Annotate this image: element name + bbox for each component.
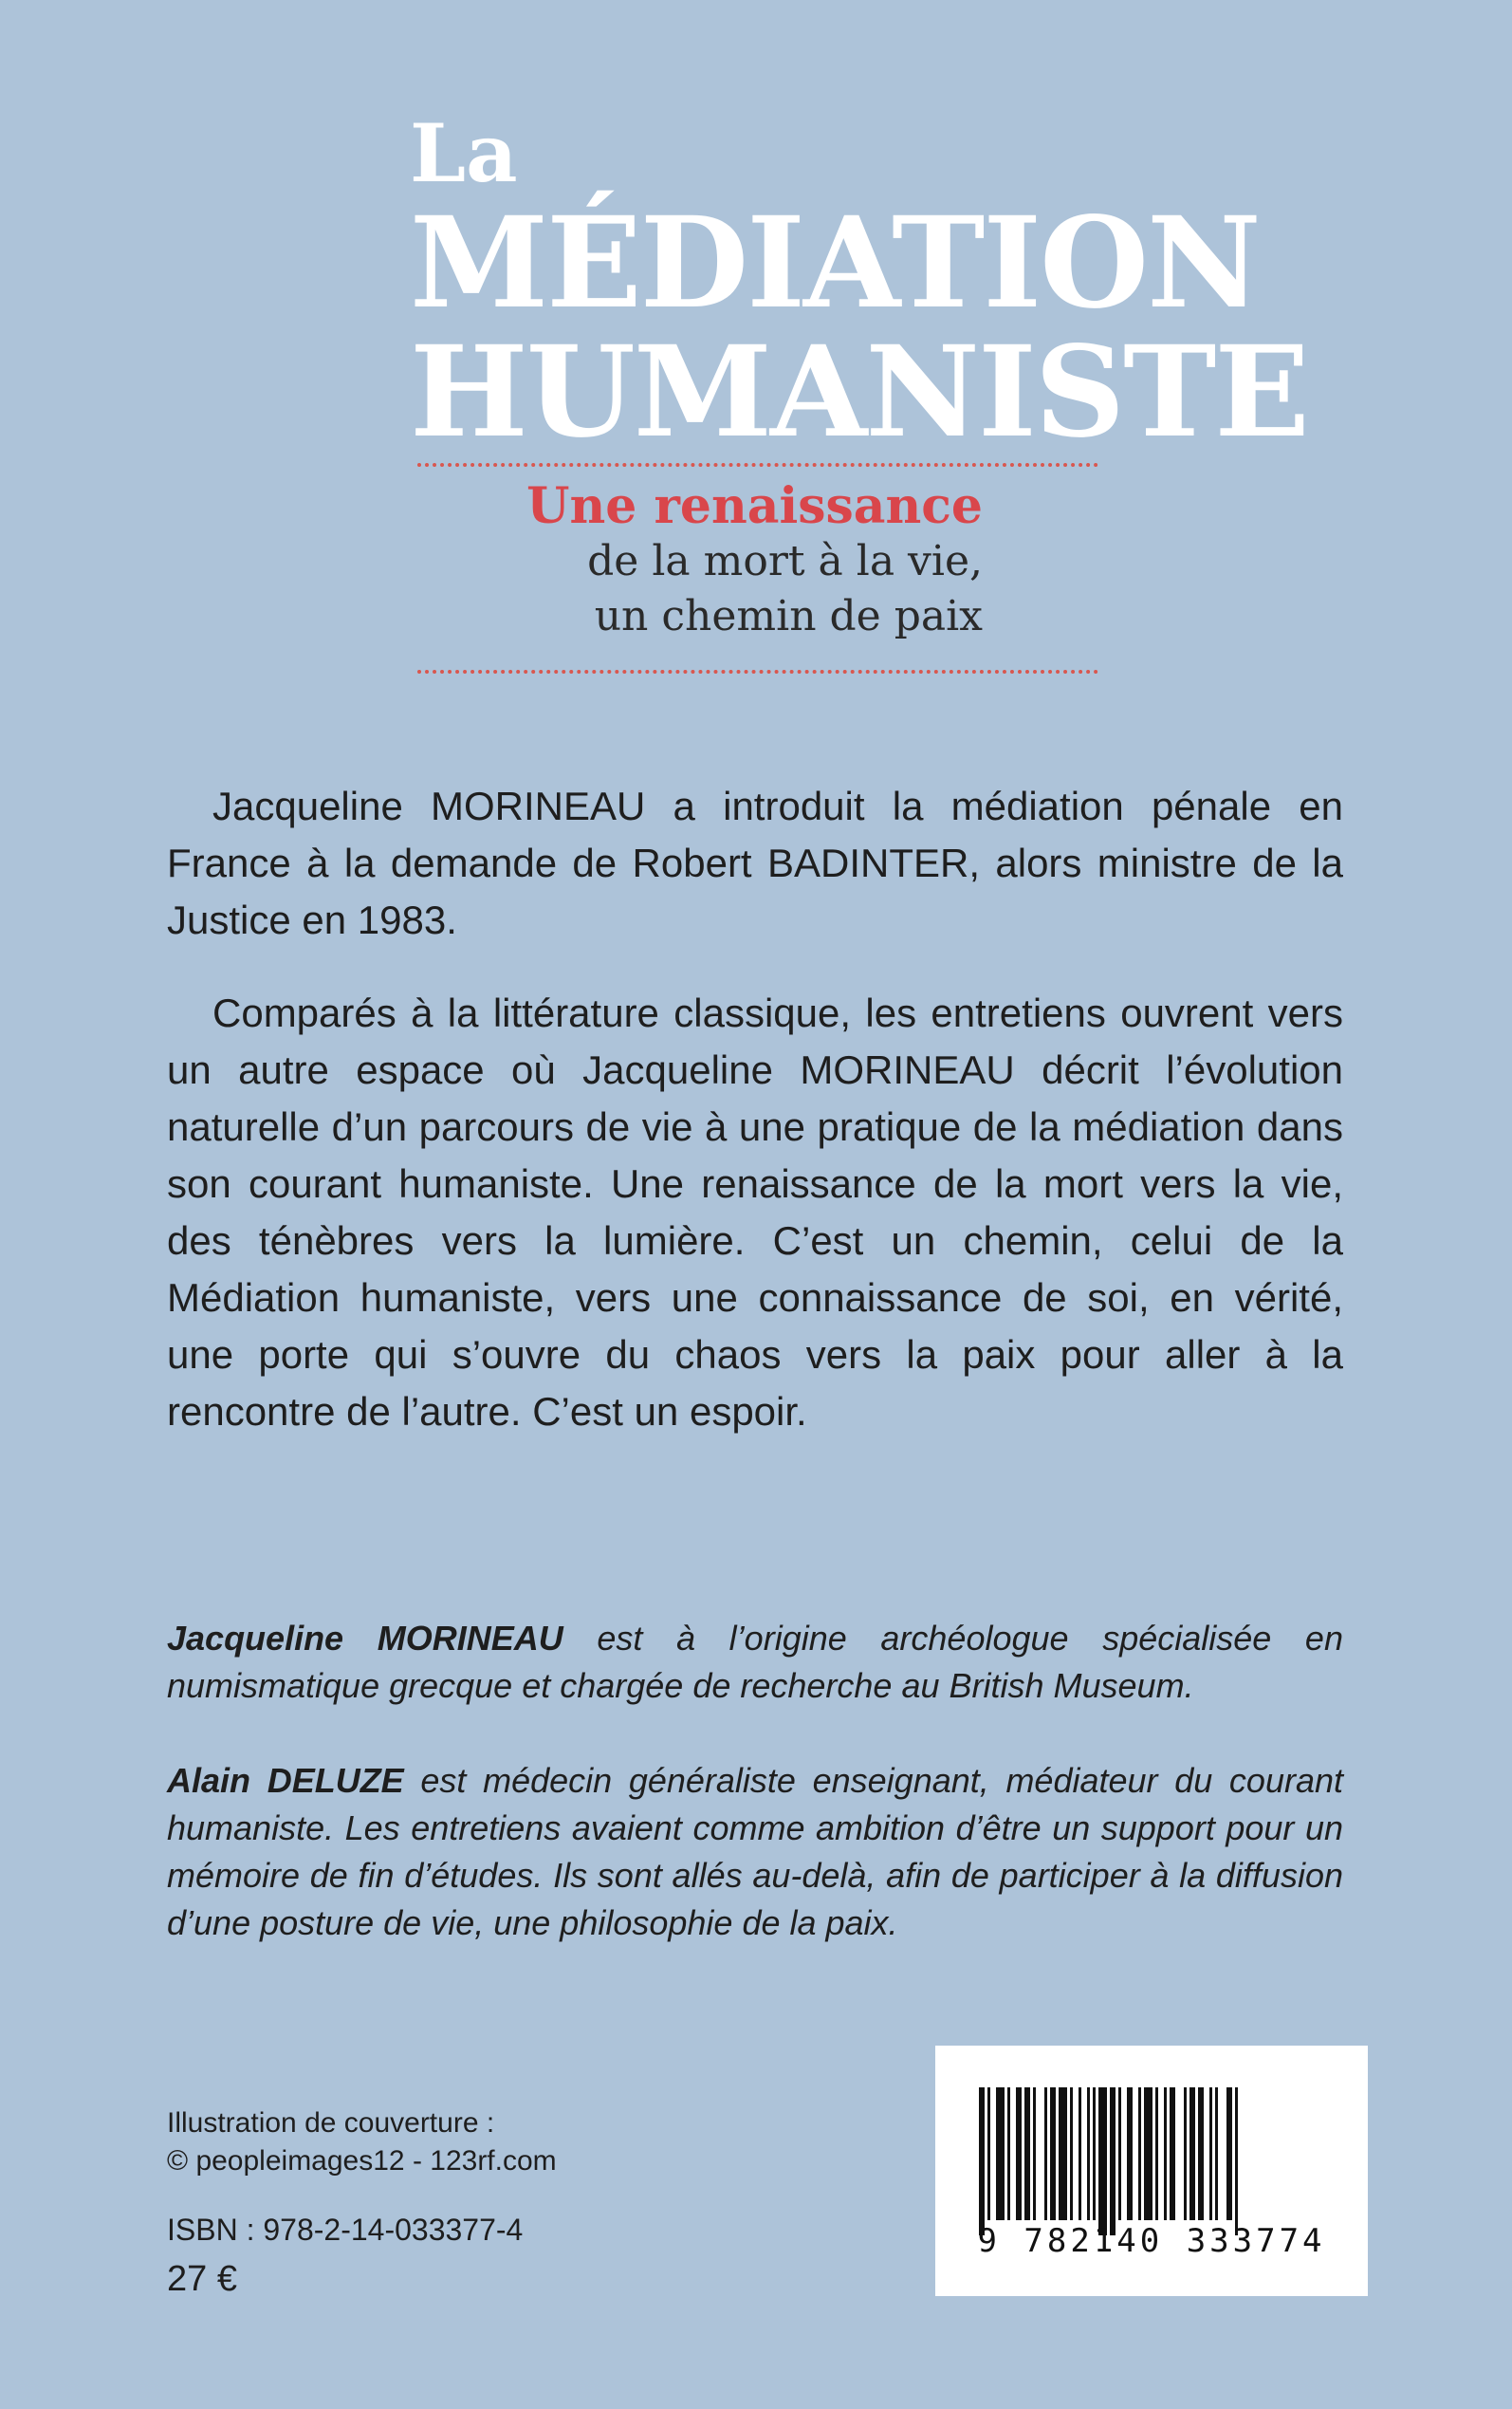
barcode-bar — [1033, 2087, 1036, 2220]
barcode-bar — [1110, 2087, 1116, 2235]
author-bio-1 — [167, 1615, 1343, 1710]
barcode-bar — [1226, 2087, 1232, 2220]
barcode-bar — [1127, 2087, 1133, 2220]
title-line-la: La — [410, 106, 518, 200]
title-line-mediation: MÉDIATION — [410, 190, 1260, 337]
barcode-bar — [1007, 2087, 1010, 2220]
dotted-divider-top — [417, 463, 1098, 467]
barcode-bar — [1044, 2087, 1047, 2220]
barcode-bar — [1209, 2087, 1212, 2220]
barcode-bar — [1070, 2087, 1073, 2220]
subtitle-line-3: un chemin de paix — [594, 592, 983, 640]
blurb-paragraph-2: Comparés à la littérature classique, les entretiens ouvrent vers un autre espace où Jacqueline MORINEAU décrit l’évolution naturelle d’un parcours de vie à une pratique de la médiation dans son courant humaniste. Une renaissance de la mort vers la vie, des ténèbres vers la lumière. C’est un chemin, celui de la Médiation humaniste, vers une connaissance de soi, en vérité, une porte qui s’ouvre du chaos vers la paix pour aller à la rencontre de l’autre. C’est un espoir. — [167, 991, 1343, 1434]
cover-credits — [167, 2104, 557, 2180]
barcode-bar — [1184, 2087, 1187, 2220]
barcode-bar — [1170, 2087, 1175, 2220]
blurb-paragraph-1: Jacqueline MORINEAU a introduit la médiation pénale en France à la demande de Robert BADINTER, alors ministre de la Justice en 1983. — [167, 784, 1343, 942]
isbn-label: ISBN : 978-2-14-033377-4 — [167, 2213, 524, 2247]
credits-line-2: © peopleimages12 - 123rf.com — [167, 2145, 557, 2177]
barcode-bar — [1164, 2087, 1167, 2220]
blurb — [167, 778, 1343, 1476]
price-label: 27 € — [167, 2259, 237, 2299]
barcode-bar — [1079, 2087, 1081, 2220]
author-1-text: est à l’origine archéologue spécialisée en numismatique grecque et chargée de recherche au British Museum. — [167, 1619, 1343, 1705]
book-title — [410, 106, 1308, 466]
credits-line-1: Illustration de couverture : — [167, 2107, 495, 2139]
barcode-bar — [979, 2087, 985, 2235]
barcode-bar — [1215, 2087, 1218, 2220]
barcode-bar — [1138, 2087, 1141, 2220]
barcode-bar — [1050, 2087, 1056, 2220]
book-subtitle — [526, 479, 983, 644]
subtitle-accent: Une renaissance — [526, 477, 983, 535]
author-2-text: est médecin généraliste enseignant, médiateur du courant humaniste. Les entretiens avaient comme ambition d’être un support pour un mémoire de fin d’études. Ils sont allés au-delà, afin de participer à la diffusion d’une posture de vie, une philosophie de la paix. — [167, 1761, 1343, 1942]
barcode-bar — [1235, 2087, 1238, 2235]
subtitle-line-2: de la mort à la vie, — [587, 537, 983, 585]
barcode-bar — [996, 2087, 1005, 2220]
author-1-name: Jacqueline MORINEAU — [167, 1619, 563, 1658]
barcode-bar — [1059, 2087, 1067, 2220]
author-2-name: Alain DELUZE — [167, 1761, 404, 1800]
author-bio-2 — [167, 1757, 1343, 1947]
barcode-digits: 9 782140 333774 — [977, 2222, 1326, 2260]
barcode-bar — [1118, 2087, 1121, 2220]
barcode-bar — [1189, 2087, 1195, 2220]
barcode-bar — [1098, 2087, 1107, 2235]
barcode-bar — [1144, 2087, 1152, 2220]
barcode-bar — [1198, 2087, 1204, 2220]
barcode-bar — [1016, 2087, 1022, 2220]
barcode-bar — [1087, 2087, 1090, 2220]
barcode-bar — [1155, 2087, 1158, 2220]
barcode-bar — [987, 2087, 990, 2220]
barcode — [935, 2046, 1368, 2296]
barcode-bar — [1093, 2087, 1096, 2220]
barcode-bar — [1024, 2087, 1030, 2220]
title-line-humaniste: HUMANISTE — [410, 319, 1308, 466]
dotted-divider-bottom — [417, 670, 1098, 674]
